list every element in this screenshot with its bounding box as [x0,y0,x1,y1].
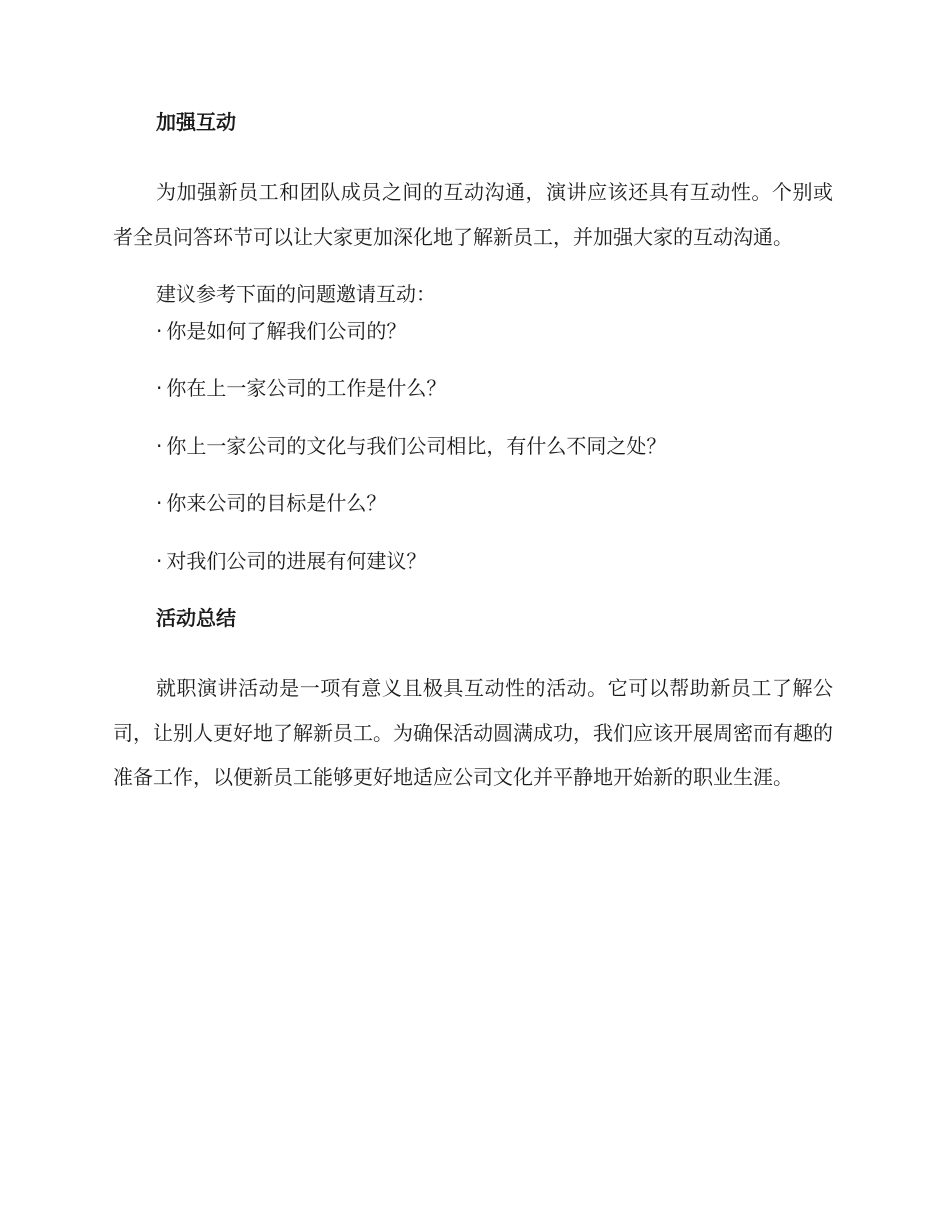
list-item [113,489,833,518]
question-text: 对我们公司的进展有何建议？ [166,548,427,573]
list-item [113,432,833,461]
bullet-icon: · [156,433,163,458]
question-text: 你上一家公司的文化与我们公司相比，有什么不同之处？ [166,433,667,458]
question-list [113,317,833,576]
list-item [113,317,833,346]
question-text: 你在上一家公司的工作是什么？ [166,376,447,400]
interaction-intro: 建议参考下面的问题邀请互动： [156,282,436,306]
interaction-paragraph: 为加强新员工和团队成员之间的互动沟通，演讲应该还具有互动性。个别或者全员问答环节可以让大家更加深化地了解新员工，并加强大家的互动沟通。 [113,180,833,249]
section-heading-summary: 活动总结 [156,606,236,630]
bullet-icon: · [156,548,163,573]
question-text: 你是如何了解我们公司的？ [166,318,407,343]
section-heading-interaction: 加强互动 [156,110,236,134]
list-item [113,547,833,576]
list-item [113,374,833,403]
bullet-icon: · [156,376,163,400]
document-page [113,108,833,800]
bullet-icon: · [156,318,163,343]
question-text: 你来公司的目标是什么？ [166,491,387,515]
summary-paragraph: 就职演讲活动是一项有意义且极具互动性的活动。它可以帮助新员工了解公司，让别人更好地了解新员工。为确保活动圆满成功，我们应该开展周密而有趣的准备工作，以便新员工能够更好地适应公司文化并平静地开始新的职业生涯。 [113,676,833,789]
bullet-icon: · [156,491,163,515]
